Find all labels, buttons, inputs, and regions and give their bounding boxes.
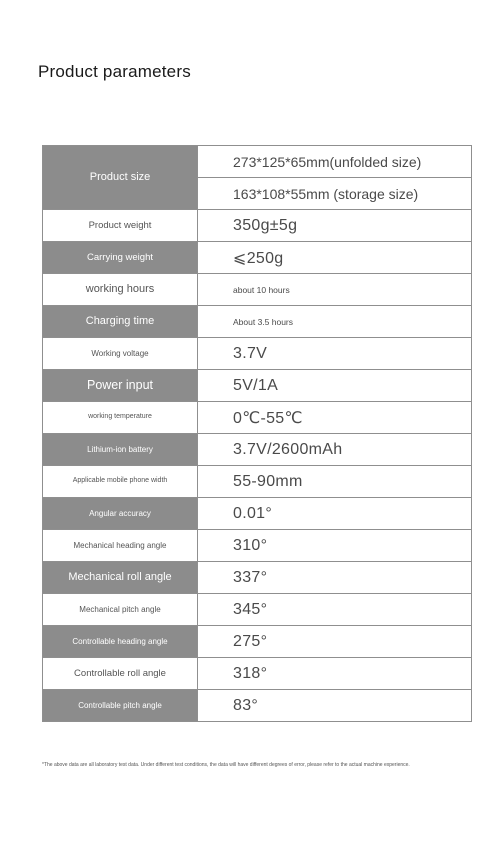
row-label-controllable-pitch-angle: Controllable pitch angle [43,690,198,722]
table-row [43,562,472,594]
table-row [43,210,472,242]
table-row [43,626,472,658]
row-label-product-weight: Product weight [43,210,198,242]
row-label-charging-time: Charging time [43,306,198,338]
row-value-storage-size: 163*108*55mm (storage size) [198,178,472,210]
row-label-working-voltage: Working voltage [43,338,198,370]
row-value-phone-width: 55-90mm [198,466,472,498]
row-label-mechanical-roll-angle: Mechanical roll angle [43,562,198,594]
table-row [43,658,472,690]
row-value-controllable-roll-angle: 318° [198,658,472,690]
row-label-controllable-roll-angle: Controllable roll angle [43,658,198,690]
page-title: Product parameters [38,62,191,81]
table-row [43,690,472,722]
row-value-lithium-ion-battery: 3.7V/2600mAh [198,434,472,466]
row-value-power-input: 5V/1A [198,370,472,402]
row-value-carrying-weight: ⩽250g [198,242,472,274]
row-label-working-temperature: working temperature [43,402,198,434]
table-row [43,402,472,434]
row-value-mechanical-pitch-angle: 345° [198,594,472,626]
table-row [43,146,472,178]
table-row [43,306,472,338]
row-value-product-weight: 350g±5g [198,210,472,242]
row-label-lithium-ion-battery: Lithium-ion battery [43,434,198,466]
table-row [43,242,472,274]
row-label-mechanical-heading-angle: Mechanical heading angle [43,530,198,562]
row-label-power-input: Power input [43,370,198,402]
row-value-mechanical-heading-angle: 310° [198,530,472,562]
row-label-controllable-heading-angle: Controllable heading angle [43,626,198,658]
table-row [43,274,472,306]
row-label-product-size: Product size [43,146,198,210]
table-row [43,466,472,498]
table-row [43,498,472,530]
row-label-mechanical-pitch-angle: Mechanical pitch angle [43,594,198,626]
row-value-mechanical-roll-angle: 337° [198,562,472,594]
table-row [43,338,472,370]
row-label-carrying-weight: Carrying weight [43,242,198,274]
row-label-phone-width: Applicable mobile phone width [43,466,198,498]
row-value-controllable-pitch-angle: 83° [198,690,472,722]
row-value-unfolded-size: 273*125*65mm(unfolded size) [198,146,472,178]
table-row [43,434,472,466]
table-row [43,530,472,562]
row-value-charging-time: About 3.5 hours [198,306,472,338]
table-row [43,370,472,402]
row-label-working-hours: working hours [43,274,198,306]
row-value-working-hours: about 10 hours [198,274,472,306]
product-parameters-table [42,145,472,722]
row-value-angular-accuracy: 0.01° [198,498,472,530]
table-row [43,594,472,626]
row-value-controllable-heading-angle: 275° [198,626,472,658]
footnote: *The above data are all laboratory test data. Under different test conditions, the data will have different degrees of error, please refer to the actual machine experience. [42,762,410,768]
row-value-working-temperature: 0℃-55℃ [198,402,472,434]
row-value-working-voltage: 3.7V [198,338,472,370]
row-label-angular-accuracy: Angular accuracy [43,498,198,530]
